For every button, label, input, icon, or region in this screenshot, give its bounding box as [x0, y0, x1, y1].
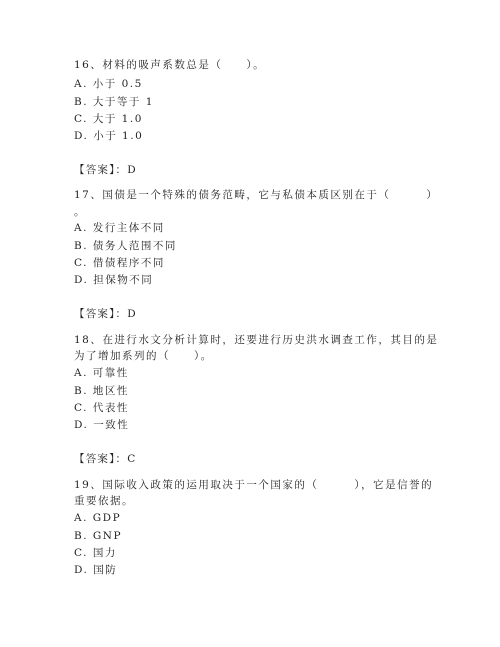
question-16-answer: 【答案】：D	[74, 164, 137, 176]
question-17-option-b: B. 债务人范围不同	[74, 240, 177, 252]
question-17-answer: 【答案】：D	[74, 308, 137, 320]
question-18-option-a: A. 可靠性	[74, 367, 129, 379]
question-16-option-b: B. 大于等于 1	[74, 96, 154, 108]
question-18-option-b: B. 地区性	[74, 385, 129, 397]
question-18-stem-cont: 为了增加系列的（ ）。	[74, 350, 213, 362]
question-17-stem: 17、国债是一个特殊的债务范畴，它与私债本质区别在于（ ）	[74, 189, 439, 201]
question-16-stem: 16、材料的吸声系数总是（ ）。	[74, 59, 266, 71]
question-17-option-c: C. 借债程序不同	[74, 257, 165, 269]
question-18-option-c: C. 代表性	[74, 402, 129, 414]
question-18-stem: 18、在进行水文分析计算时，还要进行历史洪水调查工作，其目的是	[74, 334, 439, 346]
question-18-option-d: D. 一致性	[74, 419, 130, 431]
question-16-option-c: C. 大于 1.0	[74, 113, 143, 125]
question-18-answer: 【答案】：C	[74, 453, 137, 465]
question-16-option-a: A. 小于 0.5	[74, 78, 143, 90]
question-19-option-d: D. 国防	[74, 564, 118, 576]
question-17-option-d: D. 担保物不同	[74, 274, 154, 286]
question-19-option-b: B. GNP	[74, 530, 123, 542]
question-19-stem-cont: 重要依据。	[74, 495, 134, 507]
question-19-option-c: C. 国力	[74, 547, 117, 559]
question-19-stem: 19、国际收入政策的运用取决于一个国家的（ ），它是信誉的	[74, 479, 434, 491]
question-19-option-a: A. GDP	[74, 512, 122, 524]
question-17-option-a: A. 发行主体不同	[74, 222, 165, 234]
question-17-stem-cont: 。	[74, 206, 86, 218]
question-16-option-d: D. 小于 1.0	[74, 130, 144, 142]
